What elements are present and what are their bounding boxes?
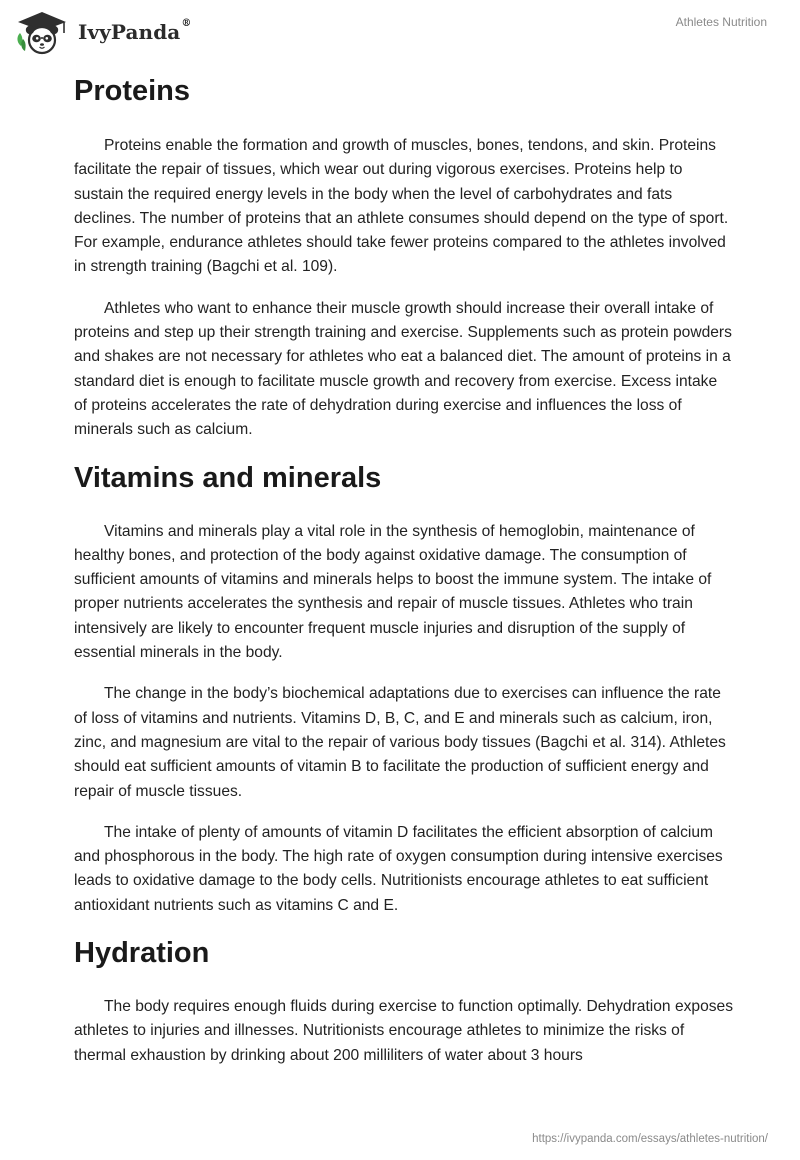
section-heading-hydration: Hydration bbox=[74, 937, 210, 970]
logo-wordmark: IvyPanda® bbox=[78, 18, 192, 44]
registered-mark: ® bbox=[181, 18, 192, 29]
source-url-link[interactable]: https://ivypanda.com/essays/athletes-nutrition/ bbox=[532, 1133, 768, 1145]
paragraph: Athletes who want to enhance their muscle growth should increase their overall intake of proteins and step up their strength training and exercise. Supplements such as protein powders and shakes are not necessary for athletes who eat a balanced diet. The amount of proteins in a standard diet is enough to facilitate muscle growth and recovery from exercise. Excess intake of proteins accelerates the rate of dehydration during exercise and influences the loss of minerals such as calcium. bbox=[74, 299, 732, 439]
document-title: Athletes Nutrition bbox=[675, 15, 767, 29]
essay-content bbox=[74, 70, 734, 1068]
page-header bbox=[0, 0, 800, 70]
paragraph: The intake of plenty of amounts of vitamin D facilitates the efficient absorption of calcium and phosphorous in the body. The high rate of oxygen consumption during intensive exercises leads to oxidative damage to the body cells. Nutritionists encourage athletes to eat sufficient antioxidant nutrients such as vitamins C and E. bbox=[74, 823, 723, 914]
section-hydration bbox=[74, 933, 734, 1068]
paragraph: Proteins enable the formation and growth of muscles, bones, tendons, and skin. Proteins facilitate the repair of tissues, which wear out during vigorous exercises. Proteins help to sustain the required energy levels in the body when the level of carbohydrates and fats declines. The number of proteins that an athlete consumes should depend on the type of sport. For example, endurance athletes should take fewer proteins compared to the athletes involved in strength training (Bagchi et al. 109). bbox=[74, 137, 729, 276]
paragraph: The body requires enough fluids during exercise to function optimally. Dehydration exposes athletes to injuries and illnesses. Nutritionists encourage athletes to minimize the risks of thermal exhaustion by drinking about 200 milliliters of water about 3 hours bbox=[74, 998, 734, 1064]
section-heading-vitamins-minerals: Vitamins and minerals bbox=[74, 461, 382, 494]
paragraph: The change in the body’s biochemical adaptations due to exercises can influence the rate of loss of vitamins and nutrients. Vitamins D, B, C, and E and minerals such as calcium, iron, zinc, and magnesium are vital to the repair of various body tissues (Bagchi et al. 314). Athletes should eat sufficient amounts of vitamin B to facilitate the production of sufficient energy and repair of muscle tissues. bbox=[74, 685, 726, 800]
ivypanda-logo[interactable] bbox=[14, 9, 191, 55]
paragraph: Vitamins and minerals play a vital role in the synthesis of hemoglobin, maintenance of healthy bones, and protection of the body against oxidative damage. The consumption of sufficient amounts of vitamins and minerals helps to boost the immune system. The intake of proper nutrients accelerates the synthesis and repair of muscle tissues. Athletes who train intensively are likely to encounter frequent muscle injuries and disruption of the supply of essential minerals in the body. bbox=[74, 522, 712, 662]
section-vitamins-minerals bbox=[74, 458, 734, 918]
section-heading-proteins: Proteins bbox=[74, 75, 191, 107]
section-proteins bbox=[74, 71, 734, 443]
panda-graduate-icon bbox=[14, 9, 72, 55]
